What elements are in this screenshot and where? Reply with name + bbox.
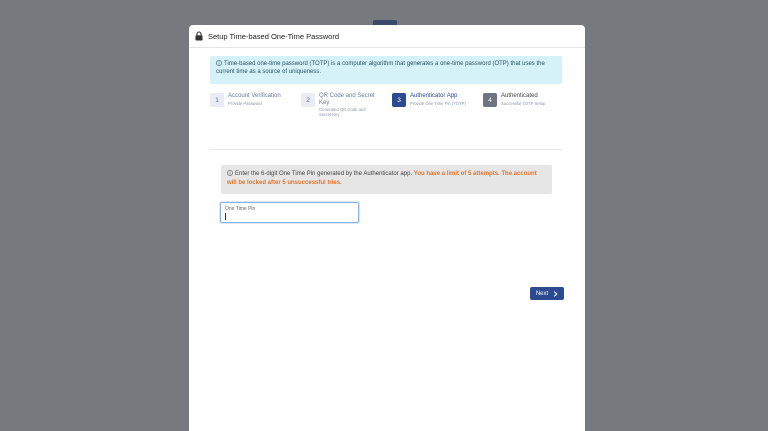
step-subtitle: Generated QR Code and Secret Key [319,107,366,117]
step-number: 4 [483,93,497,107]
step-title: Account Verification [228,93,281,99]
next-button[interactable] [530,287,564,300]
info-alert [210,56,562,84]
info-text: Time-based one-time password (TOTP) is a computer algorithm that generates a one-time password (OTP) that uses the current time as a source of uniqueness. [216,61,545,76]
alert-text: Enter the 6-digit One Time Pin generated by the Authenticator app. [235,171,413,177]
step-subtitle: Provide Password [228,100,262,106]
otp-field[interactable] [220,202,359,223]
attempts-alert [221,165,552,194]
step-authenticator-app [392,93,466,107]
lock-icon [194,31,204,41]
step-account-verification [210,93,281,107]
step-authenticated [483,93,545,107]
otp-label: One Time Pin [225,206,256,212]
modal-header [189,25,585,48]
stepper [210,93,562,123]
info-icon [227,170,233,176]
step-qr-code [301,93,375,117]
step-number: 1 [210,93,224,107]
step-subtitle: Provide One Time Pin (TOTP) [410,100,466,106]
chevron-right-icon [553,291,558,297]
step-title: Authenticator App [410,93,458,99]
step-title: Authenticated [501,93,538,99]
info-icon [216,60,222,66]
step-subtitle: Successful TOTP Setup [501,100,546,106]
otp-input[interactable] [225,212,355,221]
modal-title: Setup Time-based One-Time Password [208,31,340,41]
alert-highlight: You have a limit of 5 attempts. The account will be locked after 5 unsuccessful tries. [227,171,537,186]
divider [210,149,562,150]
step-number: 3 [392,93,406,107]
step-number: 2 [301,93,315,107]
step-title: QR Code and Secret Key [319,93,375,106]
next-label: Next [535,290,549,297]
totp-setup-modal [189,25,585,431]
